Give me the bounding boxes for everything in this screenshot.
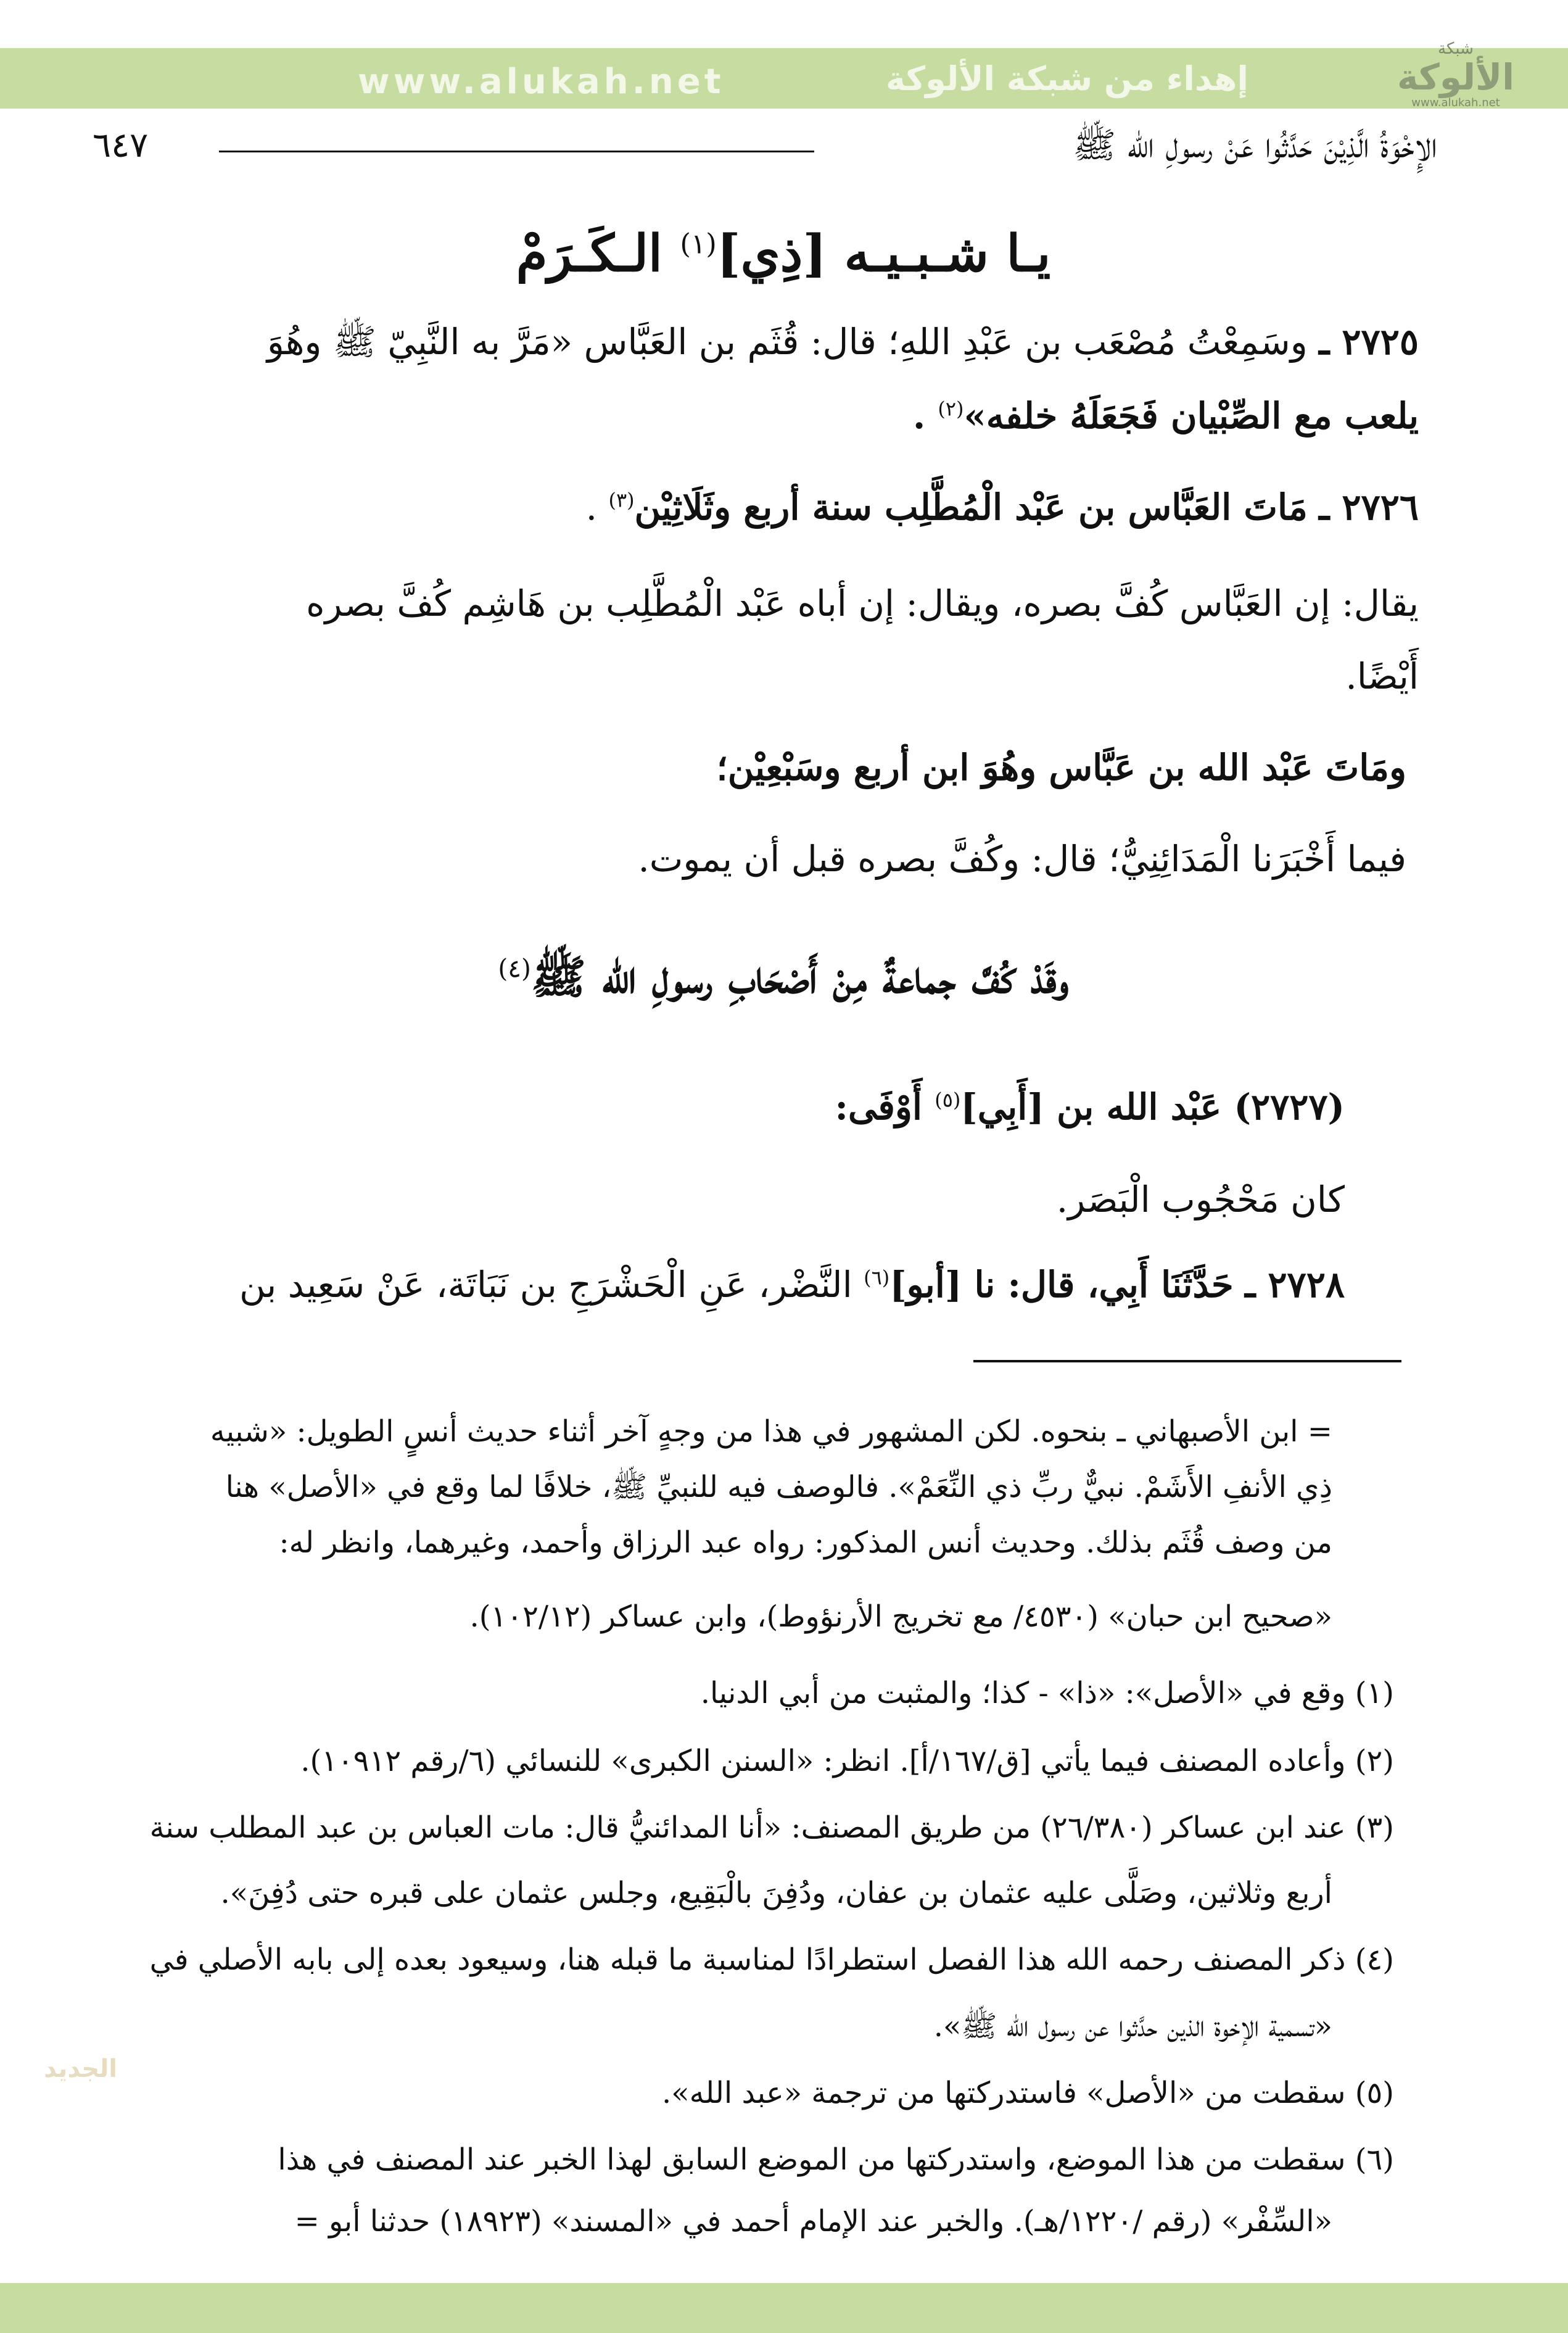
entry-2725-line-1 [117,321,1419,370]
footnote-ref-1: (١) [680,227,717,260]
entry-2725-line-2: يلعب مع الصِّبْيان فَجَعَلَهُ خلفه»$^{(٢)}$ . [913,395,1419,437]
paragraph-yuqal-1: يقال: إن العَبَّاس كُفَّ بصره، ويقال: إن أباه عَبْد الْمُطَّلِب بن هَاشِم كُفَّ بصره [306,582,1419,624]
entry-2727-desc: كان مَحْجُوب الْبَصَر. [1056,1179,1345,1220]
paragraph-abdallah: ومَاتَ عَبْد الله بن عَبَّاس وهُوَ ابن أربع وسَبْعِيْن؛ [716,747,1406,789]
footnote-ref-2: (٢) [938,397,964,421]
page-number: ٦٤٧ [93,125,149,165]
top-banner [0,48,1568,109]
paragraph-yuqal-2: أَيْضًا. [1345,655,1419,697]
footnote-ref-6: (٦) [864,1266,890,1290]
banner-site-url[interactable]: www.alukah.net [358,62,725,102]
paragraph-madaini: فيما أَخْبَرَنا الْمَدَائِنِيُّ؛ قال: وكُفَّ بصره قبل أن يموت. [638,838,1406,880]
footnote-4-line-2: «تسمية الإخوة الذين حدَّثوا عن رسول الله ﷺ». [933,2009,1332,2044]
logo-top-text: شبكة [1438,39,1474,58]
entry-2725-text-2: يلعب مع الصِّبْيان فَجَعَلَهُ خلفه» [963,395,1419,437]
corner-watermark [6,2055,117,2265]
heading-part-2: الـكَـرَمْ [516,224,662,283]
footnote-1: (١) وقع في «الأصل»: «ذا» - كذا؛ والمثبت من أبي الدنيا. [700,1676,1394,1710]
entry-2726-text: مَاتَ العَبَّاس بن عَبْد الْمُطَّلِب سنة أربع وثَلَاثِيْن [634,486,1308,528]
entry-2728-text: حَدَّثَنَا أَبِي، قال: نا [أبو] [889,1264,1234,1306]
footnote-ref-5: (٥) [935,1088,961,1112]
footnote-cont-1: = ابن الأصبهاني ـ بنحوه. لكن المشهور في هذا من وجهٍ آخر أثناء حديث أنسٍ الطويل: «شبيه [210,1414,1332,1449]
footnote-3-line-1: (٣) عند ابن عساكر (٢٦/٣٨٠) من طريق المصنف: «أنا المدائنيُّ قال: مات العباس بن عبد المطلب سنة [149,1810,1394,1845]
logo-url-text: www.alukah.net [1411,96,1500,109]
footnote-cont-4: «صحيح ابن حبان» (٤٥٣٠/ مع تخريج الأرنؤوط)، وابن عساكر (١٠٢/١٢). [469,1599,1332,1634]
chapter-heading [469,223,1098,291]
footnote-5: (٥) سقطت من «الأصل» فاستدركتها من ترجمة «عبد الله». [662,2076,1394,2110]
header-rule [219,151,814,152]
entry-2728 [93,1264,1345,1317]
entry-2726: ٢٧٢٦ ـ مَاتَ العَبَّاس بن عَبْد الْمُطَّلِب سنة أربع وثَلَاثِيْن$^{(٣)}$ . [585,486,1419,528]
footnote-2: (٢) وأعاده المصنف فيما يأتي [ق/١٦٧/أ]. انظر: «السنن الكبرى» للنسائي (٦/رقم ١٠٩١٢). [300,1744,1394,1778]
entry-2727-title [728,1086,1345,1139]
bottom-banner [0,2283,1568,2333]
entry-2727-name-2: أَوْفَى: [835,1086,923,1128]
footnote-4-line-1: (٤) ذكر المصنف رحمه الله هذا الفصل استطرادًا لمناسبة ما قبله هنا، وسيعود بعده إلى بابه الأصلي في [149,1942,1394,1977]
footnote-cont-3: من وصف قُثَم بذلك. وحديث أنس المذكور: رواه عبد الرزاق وأحمد، وغيرهما، وانظر له: [279,1525,1332,1560]
corner-watermark-text: الجديد [44,2055,117,2083]
footnote-6-line-1: (٦) سقطت من هذا الموضع، واستدركتها من الموضع السابق لهذا الخبر عند المصنف في هذا [278,2142,1394,2177]
entry-number-2726: ٢٧٢٦ ـ [1319,486,1419,528]
footnote-cont-2: ذِي الأنفِ الأَشَمْ. نبيٌّ ربِّ ذي النِّعَمْ». فالوصف فيه للنبيِّ ﷺ، خلافًا لما وقع في «الأصل» هنا [225,1470,1332,1504]
footnote-ref-3: (٣) [608,488,635,512]
footnote-3-line-2: أربع وثلاثين، وصَلَّى عليه عثمان بن عفان، ودُفِنَ بالْبَقِيع، وجلس عثمان على قبره حتى دُفِنَ». [220,1876,1332,1910]
footnote-6-line-2: «السِّفْر» (رقم /١٢٢٠/هـ). والخبر عند الإمام أحمد في «المسند» (١٨٩٢٣) حدثنا أبو = [294,2204,1332,2239]
heading-part-1: يـا شـبـيـه [ذِي] [716,224,1051,283]
footnote-rule [973,1360,1401,1362]
logo-main-text: الألوكة [1397,56,1515,98]
entry-number-2728: ٢٧٢٨ ـ [1245,1264,1345,1306]
section-heading [345,950,1221,1018]
running-title: الإِخْوَةُ الَّذِيْنَ حَدَّثُوا عَنْ رسولِ الله ﷺ [1073,124,1437,166]
footnote-ref-4: (٤) [498,953,531,984]
entry-2725-text: وسَمِعْتُ مُصْعَب بن عَبْدِ اللهِ؛ قال: قُثَم بن العَبَّاس «مَرَّ به النَّبِيّ ﷺ وهُوَ [266,321,1308,363]
entry-2728-text-2: النَّضْر، عَنِ الْحَشْرَجِ بن نَبَاتَة، عَنْ سَعِيد بن [239,1264,852,1306]
alukah-logo [1382,38,1530,112]
entry-number-2725: ٢٧٢٥ ـ [1319,321,1419,363]
section-heading-text: وقَدْ كُفَّ جماعةٌ مِنْ أَصْحَابِ رسولِ الله ﷺ [530,951,1069,1004]
banner-gift-text: إهداء من شبكة الألوكة [886,59,1248,98]
entry-2727-name: (٢٧٢٧) عَبْد الله بن [أَبِي] [960,1086,1345,1128]
